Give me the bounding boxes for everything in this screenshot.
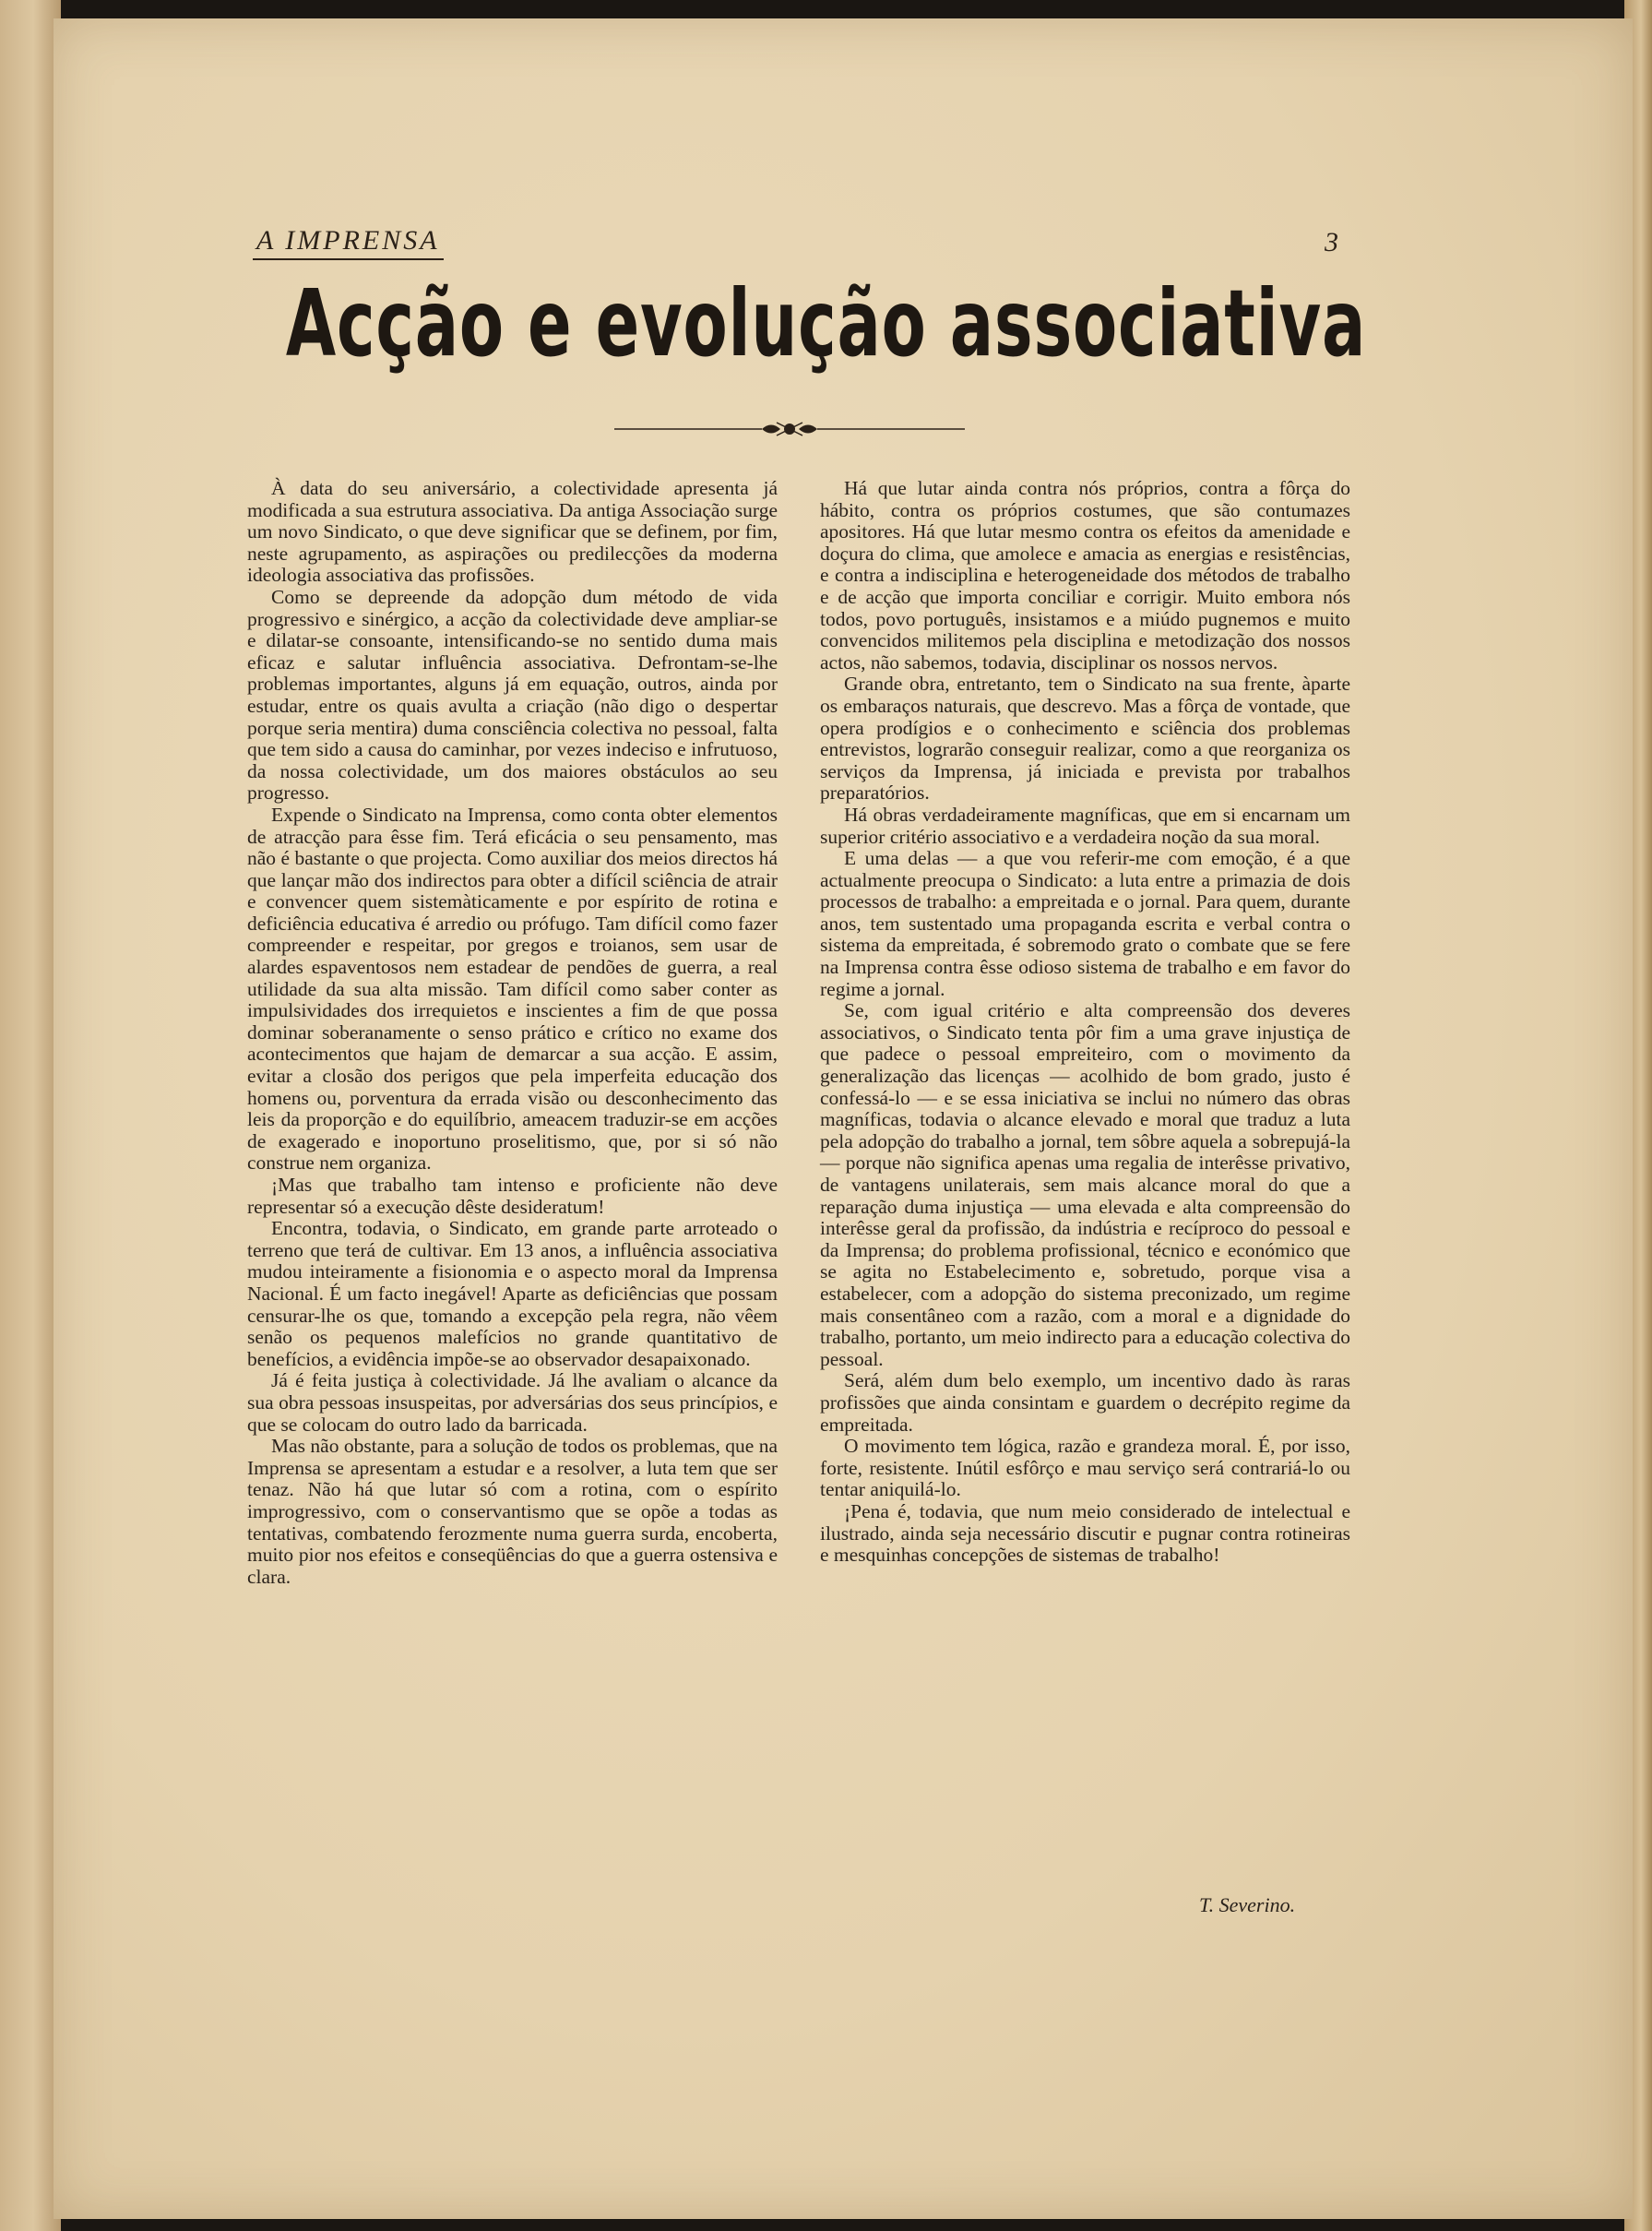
paragraph: Grande obra, entretanto, tem o Sindicato na sua frente, àparte os embaraços naturais, que descrevo. Mas a fôrça de vontade, que opera prodígios e o conhecimento e sciência dos problemas entrevistos, lograrão conseguir realizar, como a que reorganiza os serviços da Imprensa, já iniciada e prevista por trabalhos preparatórios.: [820, 673, 1350, 805]
article-column-right: [820, 478, 1350, 1567]
paragraph: E uma delas — a que vou referir-me com emoção, é a que actualmente preocupa o Sindicato: a luta entre a primazia de dois processos de trabalho: a empreitada e o jornal. Para quem, durante anos, tem sustentado uma propaganda escrita e verbal contra o sistema da empreitada, é sobremodo grato o combate que se fere na Imprensa contra êsse odioso sistema de trabalho e em favor do regime a jornal.: [820, 847, 1350, 1000]
paragraph: ¡Mas que trabalho tam intenso e proficiente não deve representar só a execução dêste desideratum!: [247, 1174, 778, 1218]
page-left-edge: [0, 0, 61, 2231]
paragraph: Já é feita justiça à colectividade. Já lhe avaliam o alcance da sua obra pessoas insuspeitas, por adversárias dos seus princípios, e que se colocam do outro lado da barricada.: [247, 1369, 778, 1436]
paragraph: Mas não obstante, para a solução de todos os problemas, que na Imprensa se apresentam a estudar e a resolver, a luta tem que ser tenaz. Não há que lutar só com a rotina, com o espírito improgressivo, com o conservantismo que se opõe a todas as tentativas, combatendo ferozmente numa guerra surda, encoberta, muito pior nos efeitos e conseqüências do que a guerra ostensiva e clara.: [247, 1435, 778, 1588]
article-column-left: [247, 478, 778, 1588]
paragraph: Será, além dum belo exemplo, um incentivo dado às raras profissões que ainda consintam e guardem o decrépito regime da empreitada.: [820, 1369, 1350, 1436]
paragraph: Encontra, todavia, o Sindicato, em grande parte arroteado o terreno que terá de cultivar. Em 13 anos, a influência associativa mudou inteiramente a fisionomia e o aspecto moral da Imprensa Nacional. É um facto inegável! Aparte as deficiências que possam censurar-lhe os que, tomando a excepção pela regra, não vêem senão os pequenos malefícios no grande quantitativo de benefícios, a evidência impõe-se ao observador desapaixonado.: [247, 1217, 778, 1370]
paragraph: ¡Pena é, todavia, que num meio considerado de intelectual e ilustrado, ainda seja necessário discutir e pugnar contra rotineiras e mesquinhas concepções de sistemas de trabalho!: [820, 1499, 1350, 1567]
paragraph: Expende o Sindicato na Imprensa, como conta obter elementos de atracção para êsse fim. Terá eficácia o seu pensamento, mas não é bastante o que projecta. Como auxiliar dos meios directos há que lançar mão dos indirectos para obter a difícil sciência de atrair e convencer quem sistemàticamente e por espírito de rotina e deficiência educativa é arredio ou prófugo. Tam difícil como fazer compreender e respeitar, por gregos e troianos, sem usar de alardes espaventosos nem estadear de pendões de guerra, a real utilidade da sua alta missão. Tam difícil como saber conter as impulsividades dos irrequietos e inscientes a fim de que possa dominar soberanamente o senso prático e crítico no exame dos acontecimentos que hajam de demarcar a sua acção. E assim, evitar a closão dos perigos que pela imperfeita educação dos homens ou, porventura da errada visão ou desconhecimento das leis da proporção e do equilíbrio, ameacem traduzir-se em acções de exagerado e inoportuno proselitismo, que, por si só não construe nem organiza.: [247, 803, 778, 1175]
publication-header: A IMPRENSA: [253, 225, 444, 260]
page-number: 3: [1325, 227, 1338, 257]
title-ornament-divider: [614, 417, 965, 441]
article-title: Acção e evolução associativa: [285, 269, 1367, 377]
paragraph: O movimento tem lógica, razão e grandeza moral. É, por isso, forte, resistente. Inútil esfôrço e mau serviço será contrariá-lo ou tentar aniquilá-lo.: [820, 1435, 1350, 1501]
paragraph: À data do seu aniversário, a colectividade apresenta já modificada a sua estrutura associativa. Da antiga Associação surge um novo Sindicato, o que deve significar que se definem, por fim, neste agrupamento, as aspirações ou predilecções da moderna ideologia associativa das profissões.: [247, 477, 778, 587]
paragraph: Como se depreende da adopção dum método de vida progressivo e sinérgico, a acção da colectividade deve ampliar-se e dilatar-se consoante, intensificando-se no sentido duma mais eficaz e salutar influência associativa. Defrontam-se-lhe problemas importantes, alguns já em equação, outros, ainda por estudar, entre os quais avulta a criação (não digo o despertar porque seria mentira) duma consciência colectiva no pessoal, falta que tem sido a causa do caminhar, por vezes indeciso e infrutuoso, da nossa colectividade, um dos maiores obstáculos ao seu progresso.: [247, 585, 778, 805]
author-signature: T. Severino.: [1199, 1893, 1296, 1916]
paragraph: Há obras verdadeiramente magníficas, que em si encarnam um superior critério associativo e a verdadeira noção da sua moral.: [820, 803, 1350, 848]
paragraph: Se, com igual critério e alta compreensão dos deveres associativos, o Sindicato tenta pôr fim a uma grave injustiça de que padece o pessoal empreiteiro, com o movimento da generalização das licenças — acolhido de bom grado, justo é confessá-lo — e se essa iniciativa se inclui no número das obras magníficas, todavia o alcance elevado e moral que traduz a luta pela adopção do trabalho a jornal, tem sôbre aquela a sobrepujá-la — porque não significa apenas uma regalia de interêsse privativo, de vantagens unilaterais, sem mais alcance moral do que a reparação duma injustiça — uma elevada e alta compreensão do interêsse geral da profissão, da indústria e recíproco do pessoal e da Imprensa; do problema profissional, técnico e económico que se agita no Estabelecimento e, sobretudo, porque visa a estabelecer, com a adopção do sistema preconizado, um regime mais consentâneo com a razão, com a moral e a dignidade do trabalho, portanto, um meio indirecto para a educação colectiva do pessoal.: [820, 999, 1350, 1370]
paragraph: Há que lutar ainda contra nós próprios, contra a fôrça do hábito, contra os próprios costumes, que são contumazes apositores. Há que lutar mesmo contra os efeitos da amenidade e doçura do clima, que amolece e amacia as energias e resistências, e contra a indisciplina e heterogeneidade dos métodos de trabalho e de acção que importa conciliar e corrigir. Muito embora nós todos, povo português, insistamos e a miúdo pugnemos e muito convencidos militemos pela disciplina e metodização dos nossos actos, não sabemos, todavia, disciplinar os nossos nervos.: [820, 477, 1350, 674]
